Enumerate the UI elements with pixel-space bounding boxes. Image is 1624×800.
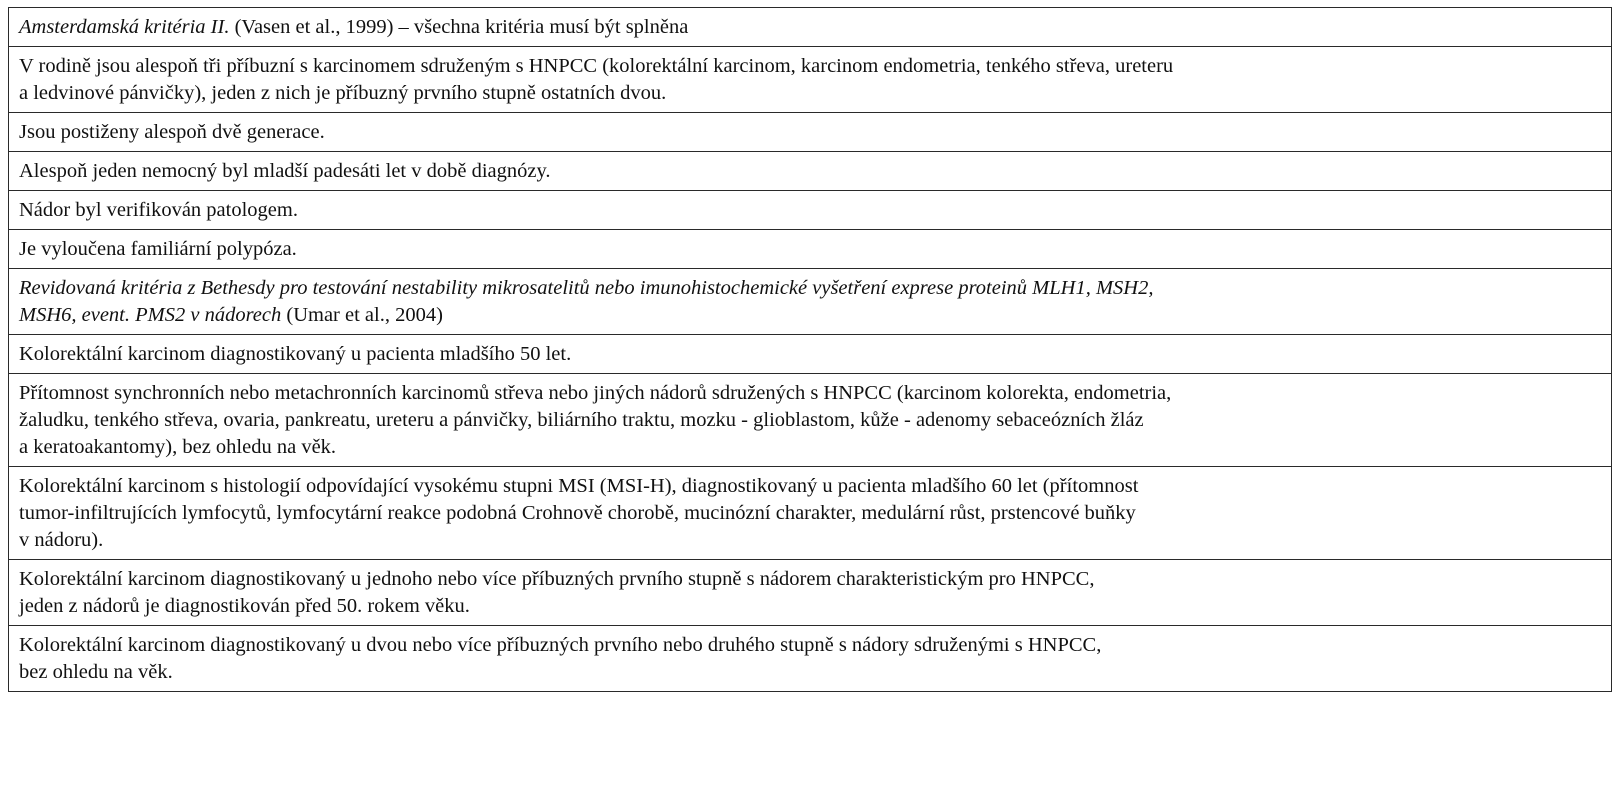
criterion-cell	[9, 47, 1612, 113]
section-header-amsterdam	[9, 8, 1612, 47]
criterion-cell	[9, 191, 1612, 230]
criterion-line: a keratoakantomy), bez ohledu na věk.	[19, 436, 337, 458]
criterion-line: a ledvinové pánvičky), jeden z nich je příbuzný prvního stupně ostatních dvou.	[19, 82, 667, 104]
table-row	[9, 626, 1612, 692]
criteria-table	[8, 7, 1612, 692]
criterion-line: v nádoru).	[19, 529, 104, 551]
table-row	[9, 467, 1612, 560]
table-row	[9, 191, 1612, 230]
criterion-cell	[9, 230, 1612, 269]
section-header-bethesda	[9, 269, 1612, 335]
section-citation: (Umar et al., 2004)	[281, 304, 443, 326]
criterion-line: tumor-infiltrujících lymfocytů, lymfocytární reakce podobná Crohnově chorobě, mucinózní charakter, medulární růst, prstencové buňky	[19, 502, 1136, 524]
criterion-line: Kolorektální karcinom diagnostikovaný u dvou nebo více příbuzných prvního nebo druhého stupně s nádory sdruženými s HNPCC,	[19, 634, 1102, 656]
section-header-row	[9, 8, 1612, 47]
section-title-line: MSH6, event. PMS2 v nádorech	[19, 304, 282, 326]
criterion-line: Kolorektální karcinom s histologií odpovídající vysokému stupni MSI (MSI-H), diagnostikovaný u pacienta mladšího 60 let (přítomnost	[19, 475, 1139, 497]
section-citation: (Vasen et al., 1999) – všechna kritéria musí být splněna	[229, 16, 689, 38]
criterion-line: V rodině jsou alespoň tři příbuzní s karcinomem sdruženým s HNPCC (kolorektální karcinom, karcinom endometria, tenkého střeva, ureteru	[19, 55, 1174, 77]
criterion-cell	[9, 626, 1612, 692]
criterion-line: Kolorektální karcinom diagnostikovaný u pacienta mladšího 50 let.	[19, 343, 572, 365]
criterion-cell	[9, 467, 1612, 560]
criterion-line: Kolorektální karcinom diagnostikovaný u jednoho nebo více příbuzných prvního stupně s nádorem charakteristickým pro HNPCC,	[19, 568, 1095, 590]
section-header-row	[9, 269, 1612, 335]
criterion-cell	[9, 335, 1612, 374]
table-row	[9, 335, 1612, 374]
table-row	[9, 113, 1612, 152]
criterion-line: Alespoň jeden nemocný byl mladší padesáti let v době diagnózy.	[19, 160, 551, 182]
criterion-line: Je vyloučena familiární polypóza.	[19, 238, 297, 260]
criterion-line: Přítomnost synchronních nebo metachronních karcinomů střeva nebo jiných nádorů sdružených s HNPCC (karcinom kolorekta, endometria,	[19, 382, 1172, 404]
table-row	[9, 230, 1612, 269]
table-row	[9, 374, 1612, 467]
section-title: Amsterdamská kritéria II.	[19, 16, 230, 38]
table-row	[9, 560, 1612, 626]
criterion-cell	[9, 560, 1612, 626]
criterion-line: žaludku, tenkého střeva, ovaria, pankreatu, ureteru a pánvičky, biliárního traktu, mozku - glioblastom, kůže - adenomy sebaceózních žláz	[19, 409, 1144, 431]
criterion-cell	[9, 152, 1612, 191]
table-row	[9, 47, 1612, 113]
criterion-cell	[9, 113, 1612, 152]
criterion-line: jeden z nádorů je diagnostikován před 50. rokem věku.	[19, 595, 470, 617]
criterion-cell	[9, 374, 1612, 467]
table-row	[9, 152, 1612, 191]
criterion-line: bez ohledu na věk.	[19, 661, 173, 683]
section-title-line: Revidovaná kritéria z Bethesdy pro testování nestability mikrosatelitů nebo imunohistochemické vyšetření exprese proteinů MLH1, MSH2,	[19, 277, 1154, 299]
criterion-line: Nádor byl verifikován patologem.	[19, 199, 298, 221]
criterion-line: Jsou postiženy alespoň dvě generace.	[19, 121, 325, 143]
